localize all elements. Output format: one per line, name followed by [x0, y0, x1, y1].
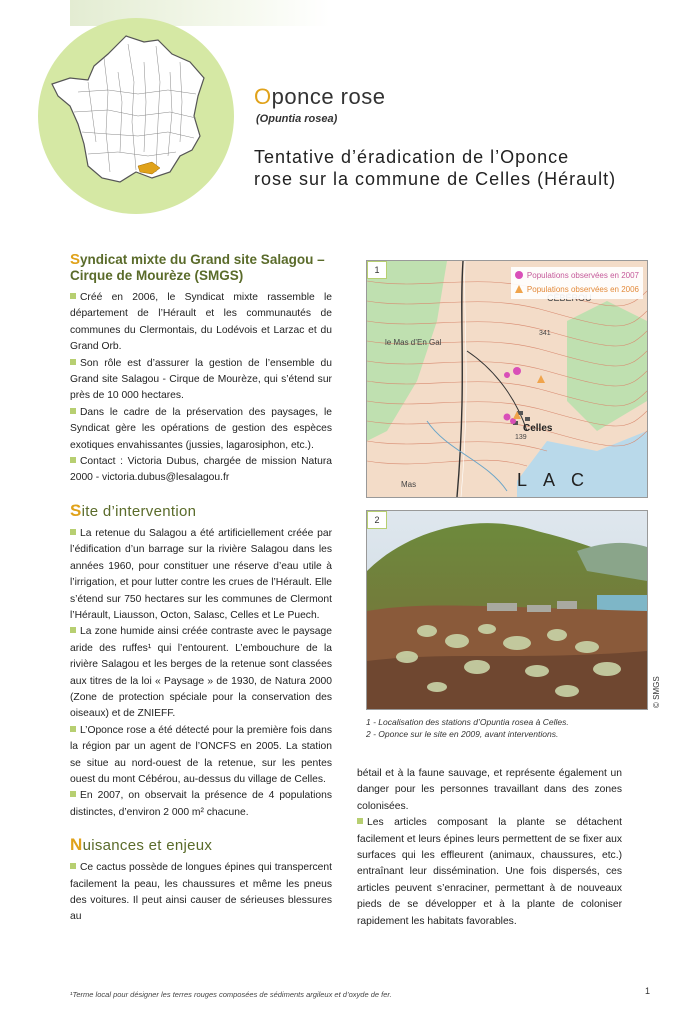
latin-name: (Opuntia rosea): [256, 113, 338, 125]
left-column: [70, 252, 332, 942]
map-label: le Mas d’En Gal: [385, 338, 442, 347]
page-number: 1: [645, 986, 651, 996]
headline: Tentative d’éradication de l’Oponce rose sur la commune de Celles (Hérault): [254, 147, 617, 189]
section-heading: Syndicat mixte du Grand site Salagou – Cirque de Mourèze (SMGS): [70, 251, 325, 283]
legend-row-2007: Populations observées en 2007: [515, 269, 639, 283]
map-label: LAC: [517, 470, 601, 490]
paragraph: La zone humide ainsi créée contraste avec le paysage aride des ruffes¹ qui l’entourent. L’embouchure de la rivière Salagou et les berges de la retenue sont classées aux titres de la loi « Paysage » de 1930, de Natura 2000 (Zone de protection spéciale pour la conservation des oiseaux) et de ZNIEFF.: [70, 626, 332, 720]
map-legend: [511, 267, 643, 299]
paragraph: En 2007, on observait la présence de 4 populations distinctes, d’environ 2 000 m² chacune.: [70, 790, 332, 818]
paragraph: La retenue du Salagou a été artificiellement créée par l’édification d’un barrage sur la rivière Salagou dans les années 1960, pour constituer une réserve d’eau utile à l’irrigation, et pour lutter contre les crues de l’Hérault. Elle s’étend sur 750 hectares sur les communes de Clermont l’Hérault, Liausson, Octon, Salasc, Celles et Le Puech.: [70, 527, 332, 621]
map-label: Celles: [523, 423, 553, 434]
paragraph: Dans le cadre de la préservation des paysages, le Syndicat gère les opérations de gestion des espèces exotiques envahissantes (jussies, lagarosiphon, etc.).: [70, 406, 332, 451]
section-site: [70, 500, 332, 821]
section-nuisances: [70, 837, 332, 926]
map-label: 341: [539, 330, 551, 337]
paragraph: Ce cactus possède de longues épines qui transpercent facilement la peau, les chaussures et même les pneus des voitures. Il peut ainsi causer de sérieuses blessures au: [70, 862, 332, 923]
orange-triangle-icon: [515, 285, 523, 293]
figure-captions: 1 - Localisation des stations d’Opuntia rosea à Celles. 2 - Oponce sur le site en 2009, avant interventions.: [366, 717, 569, 739]
france-map-icon: [48, 32, 218, 196]
figure-badge: 2: [367, 511, 387, 529]
figure-badge: 1: [367, 261, 387, 279]
pink-dot-icon: [515, 271, 523, 279]
section-heading: Nuisances et enjeux: [70, 835, 213, 855]
paragraph: L’Oponce rose a été détecté pour la première fois dans la région par un agent de l’ONCFS en 2005. La station se situe au nord-ouest de la retenue, sur les pentes ouest du mont Cébérou, au-dessus du village de Celles.: [70, 724, 332, 785]
right-column-text: [357, 766, 622, 930]
map-label: 139: [515, 434, 527, 441]
landscape-photo: [367, 511, 647, 709]
legend-row-2006: Populations observées en 2006: [515, 283, 639, 297]
contact-paragraph: Contact : Victoria Dubus, chargée de mission Natura 2000 - victoria.dubus@lesalagou.fr: [70, 456, 332, 484]
paragraph: bétail et à la faune sauvage, et représente également un danger pour les personnes travaillant dans des zones colonisées.: [357, 768, 622, 812]
map-label: Mas: [401, 480, 417, 489]
section-syndicat: [70, 252, 332, 487]
figure-photo: [366, 510, 648, 710]
figure-map: [366, 260, 648, 498]
paragraph: Les articles composant la plante se détachent facilement et leurs épines leurs permettent de se fixer aux surfaces qui les effleurent (animaux, chaussures, etc.) entraînant leur dissémination. Une fois dispersés, ces articles peuvent s’enraciner, permettant à de nouveaux pieds de se développer et à la plante de coloniser rapidement les habitats favorables.: [357, 817, 622, 927]
photo-credit: © SMGS: [652, 676, 661, 708]
paragraph: Créé en 2006, le Syndicat mixte rassemble le département de l’Hérault et les communautés de communes du Clermontais, du Lodévois et Larzac et du Grand Orb.: [70, 292, 332, 353]
paragraph: Son rôle est d’assurer la gestion de l’ensemble du Grand site Salagou - Cirque de Mourèze, qui s’étend sur près de 10 000 hectares.: [70, 357, 332, 402]
footnote: ¹Terme local pour désigner les terres rouges composées de sédiments argileux et d’oxyde de fer.: [70, 990, 392, 999]
page-title: Oponce rose: [254, 84, 386, 109]
section-heading: Site d’intervention: [70, 500, 197, 520]
